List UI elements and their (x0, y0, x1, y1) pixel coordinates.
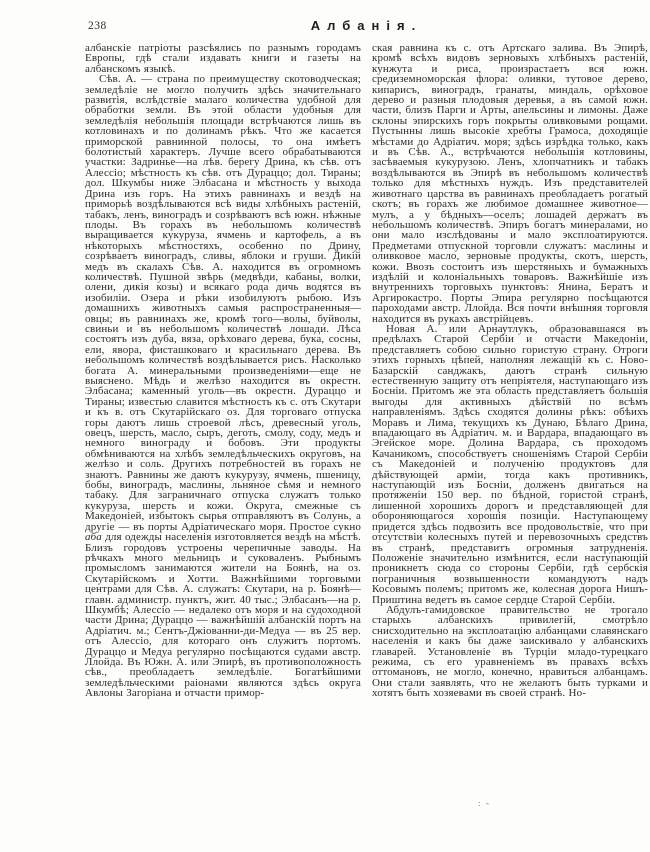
italic-term: аба (85, 531, 102, 544)
paragraph-text-run: для одежды населенія изготовляется вездѣ на мѣстѣ. Близъ городовъ устроены черепичные заводы. На рѣчкахъ много мельницъ и суковаленъ. Рыбнымъ промысломъ занимаются жители на Боянѣ, на оз. Скутарійскомъ и Хотти. Важнѣйшими торговыми центрами для Сѣв. А. служатъ: Скутари, на р. Боянѣ—главн. администр. пунктъ, жит. 40 тыс.; Элбасанъ—на р. Шкумбѣ; Алессіо — недалеко отъ моря и на судоходной части Дрина; Дураццо — важнѣйшій албанскій портъ на Адріатич. м.; Сентъ-Джіованни-ди-Медуа — въ 25 вер. отъ Алессіо, для котораго онъ служитъ портомъ. Дураццо и Медуа регулярно посѣщаются судами австр. Ллойда. Въ Южн. А. или Эпирѣ, въ противоположность сѣв., преобладаетъ земледѣліе. Богатѣйшими земледѣльческими раіонами являются здѣсь округа Авлоны Загоріана и отчасти примор- (85, 531, 361, 700)
left-column (85, 43, 361, 699)
page-number: 238 (88, 20, 107, 32)
paragraph-new-albania: Новая А. или Арнаутлукъ, образовавшаяся въ предѣлахъ Старой Сербіи и отчасти Македоніи, представляетъ собою сильно гористую страну. Отроги этихъ горныхъ цѣпей, наполняя лежащій къ с. Ново-Базарскій санджакъ, даютъ странѣ сильную естественную защиту отъ непріятеля, наступающаго изъ Босніи. Притомъ же эта область представляетъ большія выгоды для активныхъ дѣйствій по всѣмъ направленіямъ. Здѣсь сходятся долины рѣкъ: обѣихъ Моравъ и Лима, текущихъ къ Дунаю, Бѣлаго Дрина, впадающаго въ Адріатич. м. и Вардара, впадающаго въ Эгейское море. Долина Вардара, съ проходомъ Качаникомъ, способствуетъ сношеніямъ Старой Сербіи съ Македоніей и полученію продуктовъ для дѣйствующей арміи, тогда какъ противникъ, наступающій изъ Босніи, долженъ двигаться на протяженіи 150 вер. по бѣдной, гористой странѣ, лишенной хорошихъ дорогъ и представляющей для обороняющагося хорошія позиціи. Наступающему придется здѣсь подвозить все продовольствіе, что при отсутствіи колесныхъ путей и перевозочныхъ средствъ въ странѣ, представитъ огромныя затрудненія. Положеніе значительно измѣнится, если наступающій проникнетъ сюда со стороны Сербіи, гдѣ сербскія пограничныя возвышенности командуютъ надъ Косовымъ полемъ; притомъ же, колесная дорога Нишъ-Приштина ведетъ въ самое сердце Старой Сербіи. (372, 322, 648, 606)
paragraph-north-albania (85, 74, 361, 698)
paragraph-continuation: албанскіе патріоты разсѣялись по разнымъ городамъ Европы, гдѣ стали издавать книги и газеты на албанскомъ языкѣ. (85, 42, 361, 75)
right-column (372, 43, 648, 699)
page-title: Албанія. (310, 18, 423, 33)
page-header (85, 18, 648, 38)
paragraph-abdul-hamid: Абдулъ-гамидовское правительство не трогало старыхъ албанскихъ привилегій, смотрѣло снисходительно на эксплоатацію албанцами славянскаго населенія и какъ бы даже заискивало у албанскихъ главарей. Установленіе въ Турціи младо-турецкаго режима, съ его уравненіемъ въ правахъ всѣхъ оттомановъ, не могло, конечно, нравиться албанцамъ. Они стали заявлять, что не желаютъ быть турками и хотятъ быть хозяевами въ своей странѣ. Но- (372, 603, 648, 700)
paragraph-text-run: Сѣв. А. — страна по преимуществу скотоводческая; земледѣліе не могло получить здѣсь значительнаго развитія, вслѣдствіе малаго количества удобной для обработки земли. Въ этой области удобныя для земледѣлія небольшія площади встрѣчаются лишь въ котловинахъ и по долинамъ рѣкъ. Что же касается приморской равнинной полосы, то она имѣетъ болотистый характеръ. Лучше всего обрабатываются участки: Задринье—на лѣв. берегу Дрина, къ сѣв. отъ Алессіо; мѣстность къ сѣв. отъ Дураццо; дол. Тираны; дол. Шкумбы ниже Элбасана и мѣстность у выхода Дрина изъ горъ. На этихъ равнинахъ и вездѣ на приморьѣ воздѣлываются всѣ виды хлѣбныхъ растеній, табакъ, ленъ, виноградъ и созрѣваютъ всѣ южн. нѣжные плоды. Въ горахъ въ небольшомъ количествѣ выращивается кукуруза, ячмень и картофель, а въ нѣкоторыхъ мѣстностяхъ, особенно по Дрину, созрѣваетъ виноградъ, сливы, яблоки и груши. Дикій медъ въ скалахъ Сѣв. А. находится въ огромномъ количествѣ. Пушной звѣрь (медвѣди, кабаны, волки, олени, дикія козы) и всякаго рода дичь водятся въ изобиліи. Озера и рѣки изобилуютъ рыбою. Изъ домашнихъ животныхъ самыя распространенныя—овцы; въ равнинахъ же, кромѣ того—волы, буйволы, свиньи и въ небольшомъ количествѣ лошади. Лѣса состоятъ изъ дуба, вяза, орѣховаго дерева, бука, сосны, ели, явора, фисташковаго и красильнаго дерева. Въ небольшомъ количествѣ воздѣлывается рисъ. Насколько богата А. минеральными произведеніями—еще не выяснено. Мѣдь и желѣзо находится въ окрестн. Элбасана; каменный уголь—въ окрестн. Дураццо и Тираны; известью славится мѣстность къ с. отъ Скутари и къ в. отъ Скутарійскаго оз. Для торговаго отпуска горы даютъ лишь строевой лѣсъ, древесный уголь, овецъ, шерсть, масло, сыръ, деготь, смолу, соду, медъ и немного винограду и бобовъ. Эти продукты обмѣниваются на хлѣбъ земледѣльческихъ округовъ, на желѣзо и соль. Другихъ потребностей въ горахъ не знаютъ. Равнины же даютъ кукурузу, ячмень, пшеницу, бобы, виноградъ, маслины, льняное сѣмя и немного табаку. Для заграничнаго отпуска служатъ только кукуруза, шерсть и кожи. Округа, смежные съ Македоніей, избытокъ сырья отправляютъ въ Солунь, а другіе — въ порты Адріатическаго моря. Простое сукно (85, 73, 361, 533)
two-column-text-block (85, 43, 648, 699)
paragraph-continuation: ская равнина къ с. отъ Артскаго залива. Въ Эпирѣ, кромѣ всѣхъ видовъ зерновыхъ хлѣбныхъ растеній, кунжута и риса, произрастаетъ вся южн. средиземноморская флора: оливки, тутовое дерево, кипарисъ, виноградъ, гранаты, миндаль, орѣховое дерево и разныя плодовыя деревья, а въ самой южн. части, близъ Парги и Арты, апельсины и лимоны. Даже склоны эпирскихъ горъ покрыты оливковыми рощами. Пустынны лишь высокіе хребты Грамоса, доходящіе мѣстами до Адріатич. моря; здѣсь изрѣдка только, какъ и въ Сѣв. А., встрѣчаются небольшія котловины, засѣваемыя кукурузою. Ленъ, хлопчатникъ и табакъ воздѣлываются въ Эпирѣ въ небольшомъ количествѣ только для мѣстныхъ нуждъ. Изъ представителей животнаго царства въ равнинахъ преобладаетъ рогатый скотъ; въ горахъ же любимое домашнее животное—мулъ, а у бѣдныхъ—оселъ; лошадей держатъ въ небольшомъ количествѣ. Эпиръ богатъ минералами, но они мало изслѣдованы и мало эксплоатируются. Предметами отпускной торговли служатъ: маслины и оливковое масло, зерновые продукты, скотъ, шерсть, кожи. Ввозъ состоитъ изъ шерстяныхъ и бумажныхъ издѣлій и колоніальныхъ товаровъ. Важнѣйшіе изъ внутреннихъ торговыхъ пунктовъ: Янина, Бератъ и Аргирокастро. Порты Эпира регулярно посѣщаются пароходами австр. Ллойда. Вся почти внѣшняя торговля находится въ рукахъ австрійцевъ. (372, 42, 648, 325)
press-mark: : - (478, 799, 491, 808)
